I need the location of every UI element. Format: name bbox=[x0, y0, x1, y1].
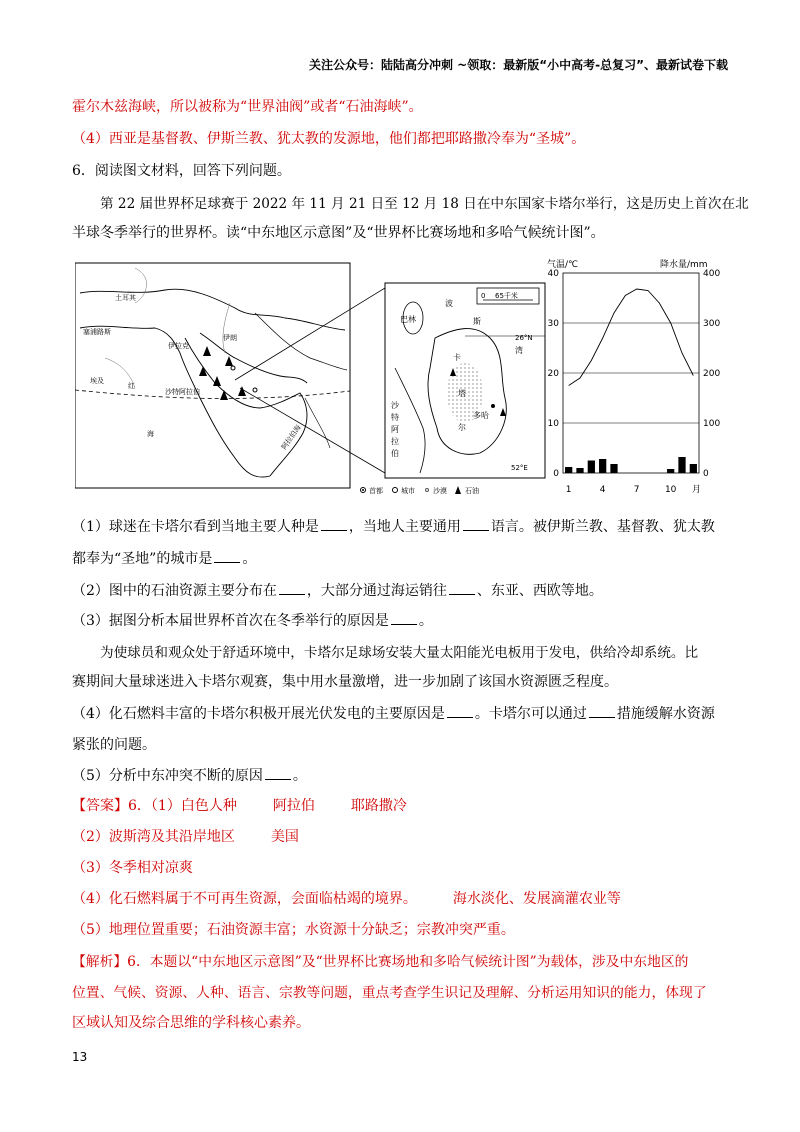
precipitation-bar bbox=[690, 464, 697, 473]
chart-left-tick: 0 bbox=[553, 469, 559, 479]
inset-label-saudi-1: 特 bbox=[391, 413, 399, 422]
label-arabian-sea: 阿拉伯海 bbox=[280, 423, 303, 452]
chart-x-label: 月 bbox=[692, 485, 702, 495]
q5-line: （5）分析中东冲突不断的原因 。 bbox=[72, 768, 307, 784]
answer-line-3: （3）冬季相对凉爽 bbox=[72, 860, 193, 876]
intro-line-2: 半球冬季举行的世界杯。读“中东地区示意图”及“世界杯比赛场地和多哈气候统计图”。 bbox=[72, 225, 605, 241]
label-egypt: 埃及 bbox=[90, 377, 104, 385]
analysis-line-2: 位置、气候、资源、人种、语言、宗教等问题，重点考查学生识记及理解、分析运用知识的能力，体现了 bbox=[72, 985, 707, 1001]
answer-blank[interactable] bbox=[447, 717, 473, 718]
answer-line-1: 【答案】6．（1）白色人种 阿拉伯 耶路撒冷 bbox=[72, 798, 407, 814]
prev-answer-line-1: 霍尔木兹海峡，所以被称为“世界油阀”或者“石油海峡”。 bbox=[72, 99, 423, 115]
legend-desert: 沙漠 bbox=[433, 487, 447, 495]
oman-border bbox=[305, 398, 330, 448]
gulf-coast bbox=[200, 333, 307, 383]
legend-capital: 首都 bbox=[369, 487, 383, 495]
label-iraq: 伊拉克 bbox=[168, 342, 189, 350]
map-legend bbox=[361, 486, 480, 495]
inset-connector bbox=[240, 388, 385, 473]
inset-label-doha: 多哈 bbox=[473, 411, 489, 420]
chart-left-tick: 40 bbox=[547, 269, 559, 279]
inset-connector bbox=[235, 288, 385, 380]
chart-left-tick: 20 bbox=[547, 369, 559, 379]
precipitation-bar bbox=[588, 461, 595, 474]
iran-border bbox=[255, 313, 347, 370]
q1-line-2: 都奉为“圣地”的城市是 。 bbox=[72, 551, 257, 567]
label-red-sea: 红 bbox=[128, 382, 135, 390]
answer-blank[interactable] bbox=[265, 779, 291, 780]
coastline-arabia bbox=[185, 338, 307, 476]
precipitation-bar bbox=[610, 464, 617, 473]
inset-label-wan: 湾 bbox=[515, 346, 523, 355]
chart-right-tick: 0 bbox=[703, 469, 709, 479]
chart-right-tick: 100 bbox=[703, 419, 721, 429]
chart-x-tick: 1 bbox=[565, 485, 572, 495]
city-marker bbox=[231, 366, 235, 370]
chart-x-tick: 10 bbox=[664, 485, 677, 495]
inset-label-er: 尔 bbox=[458, 423, 466, 432]
answer-blank[interactable] bbox=[391, 624, 417, 625]
precipitation-bar bbox=[667, 469, 674, 473]
analysis-line-1: 【解析】6．本题以“中东地区示意图”及“世界杯比赛场地和多哈气候统计图”为载体，涉及中东地区的 bbox=[72, 954, 689, 970]
figure bbox=[75, 258, 725, 498]
material-line-2: 赛期间大量球迷进入卡塔尔观赛，集中用水量激增，进一步加剧了该国水资源匮乏程度。 bbox=[72, 674, 618, 690]
intro-line-1: 第 22 届世界杯足球赛于 2022 年 11 月 21 日至 12 月 18 日在中东国家卡塔尔举行，这是历史上首次在北 bbox=[100, 196, 749, 212]
precipitation-bar bbox=[678, 457, 685, 473]
legend-oil: 石油 bbox=[465, 487, 479, 495]
chart-left-tick: 30 bbox=[547, 319, 559, 329]
oil-marker bbox=[213, 376, 221, 386]
label-cyprus: 塞浦路斯 bbox=[83, 328, 111, 336]
chart-x-tick: 7 bbox=[633, 485, 640, 495]
inset-label-saudi-0: 沙 bbox=[391, 401, 399, 410]
scale-label: 65千米 bbox=[495, 292, 518, 300]
inset-label-bo: 波 bbox=[445, 299, 453, 308]
temperature-line bbox=[569, 289, 694, 386]
answer-blank[interactable] bbox=[449, 594, 475, 595]
inset-label-ta: 塔 bbox=[458, 389, 466, 398]
answer-line-4: （4）化石燃料属于不可再生资源，会面临枯竭的境界。 海水淡化、发展滴灌农业等 bbox=[72, 891, 621, 907]
answer-blank[interactable] bbox=[463, 530, 489, 531]
inset-label-bahrain: 巴林 bbox=[400, 315, 416, 324]
chart-right-tick: 300 bbox=[703, 319, 721, 329]
oil-marker bbox=[203, 346, 211, 356]
answer-line-2: （2）波斯湾及其沿岸地区 美国 bbox=[72, 829, 299, 845]
material-line-1: 为使球员和观众处于舒适环境中，卡塔尔足球场安装大量太阳能光电板用于发电，供给冷却系统。比 bbox=[100, 645, 699, 661]
q2-line: （2）图中的石油资源主要分布在 ，大部分通过海运销往 、东亚、西欧等地。 bbox=[72, 583, 603, 599]
oil-marker bbox=[225, 356, 233, 366]
chart-right-tick: 200 bbox=[703, 369, 721, 379]
country-borders bbox=[105, 268, 230, 388]
scale-zero: 0 bbox=[481, 292, 486, 300]
question-title: 6．阅读图文材料，回答下列问题。 bbox=[72, 163, 291, 179]
precipitation-bar bbox=[599, 459, 606, 473]
page-number: 13 bbox=[72, 1050, 88, 1064]
precipitation-bar bbox=[565, 467, 572, 473]
inset-label-saudi-4: 伯 bbox=[391, 449, 399, 458]
label-iran: 伊朗 bbox=[223, 334, 237, 342]
q4-line-1: （4）化石燃料丰富的卡塔尔积极开展光伏发电的主要原因是 。卡塔尔可以通过 措施缓解水资源 bbox=[72, 706, 715, 722]
chart-right-axis-label: 降水量/mm bbox=[660, 260, 708, 270]
chart-left-axis-label: 气温/℃ bbox=[547, 260, 579, 270]
chart-right-tick: 400 bbox=[703, 269, 721, 279]
inset-label-lon: 52°E bbox=[511, 464, 528, 472]
doha-marker bbox=[491, 404, 495, 408]
answer-blank[interactable] bbox=[321, 530, 347, 531]
city-marker bbox=[253, 388, 257, 392]
label-saudi: 沙特阿拉伯 bbox=[165, 388, 200, 396]
prev-answer-line-2: （4）西亚是基督教、伊斯兰教、犹太教的发源地，他们都把耶路撒冷奉为“圣城”。 bbox=[72, 131, 586, 147]
answer-blank[interactable] bbox=[279, 594, 305, 595]
inset-label-ka: 卡 bbox=[453, 353, 461, 362]
answer-line-5: （5）地理位置重要；石油资源丰富；水资源十分缺乏；宗教冲突严重。 bbox=[72, 922, 515, 938]
chart-x-tick: 4 bbox=[599, 485, 606, 495]
climate-chart bbox=[547, 258, 720, 495]
legend-city: 城市 bbox=[401, 487, 415, 495]
precipitation-bar bbox=[576, 468, 583, 473]
answer-blank[interactable] bbox=[214, 562, 240, 563]
inset-label-si: 斯 bbox=[473, 317, 481, 326]
answer-blank[interactable] bbox=[589, 717, 615, 718]
tropic-line bbox=[75, 390, 350, 399]
chart-left-tick: 10 bbox=[547, 419, 559, 429]
inset-label-saudi-2: 阿 bbox=[391, 425, 399, 434]
label-sea: 海 bbox=[147, 430, 154, 438]
analysis-line-3: 区域认知及综合思维的学科核心素养。 bbox=[72, 1015, 310, 1031]
page-header: 关注公众号：陆陆高分冲刺 ~领取：最新版“小中高考-总复习”、最新试卷下载 bbox=[309, 58, 728, 72]
inset-label-saudi-3: 拉 bbox=[391, 437, 399, 446]
q1-line-1: （1）球迷在卡塔尔看到当地主要人种是 ，当地人主要通用 语言。被伊斯兰教、基督教、犹太教 bbox=[72, 519, 715, 535]
label-turkey: 土耳其 bbox=[115, 294, 136, 302]
q3-line: （3）据图分析本届世界杯首次在冬季举行的原因是 。 bbox=[72, 613, 433, 629]
q4-line-2: 紧张的问题。 bbox=[72, 737, 156, 753]
oil-marker bbox=[220, 390, 228, 400]
inset-label-lat: 26°N bbox=[515, 334, 533, 342]
